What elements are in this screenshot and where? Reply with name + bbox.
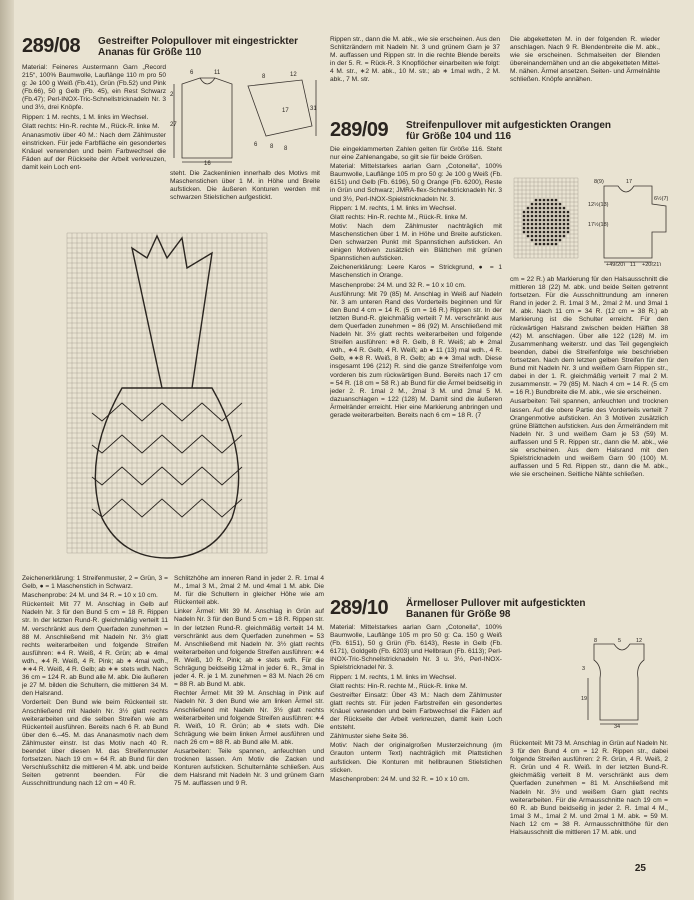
stitch-dot (523, 231, 526, 234)
stitch-dot (551, 231, 554, 234)
stitch-dot (523, 215, 526, 218)
stitch-dot (543, 211, 546, 214)
stitch-dot (531, 219, 534, 222)
stitch-dot (547, 243, 550, 246)
schematic-label: 12 (290, 72, 297, 78)
stitch-dot (555, 231, 558, 234)
pattern-number: 289/08 (22, 35, 81, 57)
stitch-dot (559, 239, 562, 242)
stitch-dot (547, 223, 550, 226)
stitch-dot (547, 235, 550, 238)
stitch-dot (551, 219, 554, 222)
back-text: Rückenteil: Mit 73 M. Anschlag in Grün auf Nadeln Nr. 3 für den Bund 4 cm = 12 R. Rippen str., dabei folgende Streifen ausführen: 2 R. Grün, 4 R. Weiß, 2 R. Grün und 4 R. Weiß. In der letzten Bund-R. gleichmäßig verteilt 8 M. verschränkt aus dem Querfaden zunehmen = 81 M. Anschließend mit Nadeln Nr. 3½ und weißem Garn glatt rechts weiterarbeiten. Für die Armausschnitte nach 19 cm = 60 R. ab Bund beidseitig in jeder 2. R. 1mal 4 M., 1mal 3 M., 1mal 2 M. und 2mal 1 M. abk. = 59 M. Nach 12 cm = 38 R. Armausschnitthöhe für den Halsausschnitt die mittleren 17 M. abk. und (510, 740, 668, 837)
stitch-dot (535, 235, 538, 238)
stitch-dot (531, 227, 534, 230)
section-289-10-header (330, 598, 660, 619)
stitch-dot (563, 235, 566, 238)
stitch-dot (535, 199, 538, 202)
stitch-dot (535, 207, 538, 210)
stitch-dot (547, 219, 550, 222)
stitch-dot (531, 239, 534, 242)
neckline-text: cm = 22 R.) ab Markierung für den Halsausschnitt die mittleren 18 (22) M. abk. und beide Seiten getrennt fortsetzen. Für die Ausschnittrundung am inneren Rand in jeder 2. R. 1mal 3 M., 2mal 2 M. und 3mal 1 M. abk. Nach 11 cm = 34 R. (12 cm = 38 R.) ab Markierung ist die Schulter erreicht. Für den rückwärtigen Halsrand zwischen beiden Hälften 38 (42) M. anschlagen. Über alle 122 (128) M. im Zusammenhang weiterstr. und das Teil gegengleich beenden, dabei die Streifenfolge wie beschrieben fortsetzen. Nach dem letzten gelben Streifen für den Bund mit Nadeln Nr. 3 und weißem Garn Rippen str., dabei in der 1. R. gleichmäßig verteilt 7 mal 2 M. zusammenstr. = 79 (85) M. Nach 4 cm = 14 R. (5 cm = 16 R.) Bundbreite die M. abk., wie sie erscheinen. (510, 276, 668, 397)
pattern-title (406, 598, 656, 620)
stitch-dot (539, 239, 542, 242)
rippen-text: Rippen: 1 M. rechts, 1 M. links im Wechsel. (330, 204, 457, 212)
pattern-title (406, 120, 656, 142)
stitch-dot (555, 203, 558, 206)
stitch-dot (543, 239, 546, 242)
stitch-dot (539, 203, 542, 206)
stitch-dot (563, 219, 566, 222)
stitch-dot (559, 227, 562, 230)
section-289-08-instructions-left (22, 575, 168, 875)
pineapple-chart (62, 228, 272, 568)
stitch-dot (531, 231, 534, 234)
stitch-dot (551, 227, 554, 230)
section-289-08-instructions-mid (174, 575, 324, 875)
stitch-dot (535, 239, 538, 242)
stitch-dot (543, 235, 546, 238)
size-note-text: Die eingeklammerten Zahlen gelten für Größe 116. Steht nur eine Zahlenangabe, so gilt sie für beide Größen. (330, 146, 502, 162)
stitch-dot (531, 207, 534, 210)
motif-continued-text: steht. Die Zackenlinien innerhalb des Motivs mit Maschenstichen über 1 M. in Höhe und Breite aufsticken. Die äußeren Konturen werden mit schwarzen Stielstichen aufgestickt. (170, 170, 320, 202)
gauge-text: Maschenproben: 24 M. und 32 R. = 10 x 10 cm. (330, 775, 470, 783)
motif-text: Ananasmotiv über 40 M.: Nach dem Zählmuster einstricken. Für jede Farbfläche ein gesondertes Knäuel verwenden und beim Farbwechsel die Fäden auf der Rückseite der Arbeit verkreuzen, damit kein Loch ent- (22, 131, 166, 172)
schematic-label: 8 (284, 146, 288, 152)
section-289-08-material (22, 64, 166, 216)
rippen-text: Rippen: 1 M. rechts, 1 M. links im Wechsel. (22, 113, 149, 121)
finishing-end-text: Die abgeketteten M. in der folgenden R. wieder anschlagen. Nach 9 R. Blendenbreite die M. abk., wie sie erscheinen. Schmalseiten der Blenden übereinandernähen und an die abgeketteten Mittel-M. nähen. Ärmel ansetzen. Seiten- und Ärmelnähte schließen. Knöpfe annähen. (510, 36, 660, 84)
stitch-dot (527, 227, 530, 230)
stitch-dot (543, 219, 546, 222)
schematic-label: +49(20) (606, 262, 626, 266)
stitch-dot (563, 211, 566, 214)
stitch-dot (555, 211, 558, 214)
stitch-dot (555, 207, 558, 210)
stitch-dot (547, 231, 550, 234)
stitch-dot (543, 199, 546, 202)
stitch-dot (543, 203, 546, 206)
section-289-09-instructions-right (510, 276, 668, 584)
orange-chart (512, 176, 582, 262)
stitch-dot (535, 223, 538, 226)
finishing-text: Ausarbeiten: Teile spannen, anfeuchten und trocknen lassen. Am Motiv die Zacken und Konturen aufsticken. Schulternähte schließen. Aus dem Halsrand mit Nadeln Nr. 3 und grünem Garn 75 M. auffassen und 9 R. (174, 747, 324, 788)
stitch-dot (539, 219, 542, 222)
stitch-dot (523, 219, 526, 222)
stitch-dot (539, 231, 542, 234)
stitch-dot (535, 231, 538, 234)
stitch-dot (543, 223, 546, 226)
schematic-label: 19 (581, 696, 588, 702)
section-289-10-schematic (580, 636, 660, 728)
stitch-dot (535, 243, 538, 246)
motif-text: Motiv: Nach der originalgroßen Musterzeichnung (im Grauton unterm Text) nachträglich mit Plattstichen aufsticken. Die Konturen mit hellbraunen Stielstichen sticken. (330, 742, 502, 774)
material-text: Material: Mittelstarkes aarlan Garn „Cotonella“, 100% Baumwolle, Lauflänge 105 m pro 50 g: Je 100 g Weiß (Fb. 6151) und Gelb (Fb. 6196), 50 g Orange (Fb. 6200), Reste in Grün und Schwarz; JMRA-flex-Schnellstricknadeln Nr. 3 und 3½, Perl-INOX-Spielstricknadeln Nr. 3. (330, 163, 502, 203)
stitch-dot (551, 203, 554, 206)
gauge-text: Maschenprobe: 24 M. und 32 R. = 10 x 10 cm. (330, 281, 466, 289)
stitch-dot (547, 239, 550, 242)
stitch-dot (543, 215, 546, 218)
section-289-09-header (330, 120, 660, 141)
stitch-dot (551, 235, 554, 238)
schematic-label: 6 (254, 142, 258, 148)
stitch-dot (563, 227, 566, 230)
schematic-label: 17½(18) (588, 222, 609, 228)
pattern-number: 289/10 (330, 597, 389, 619)
schematic-label: 12 (636, 638, 643, 644)
stitch-dot (527, 211, 530, 214)
glatt-text: Glatt rechts: Hin-R. rechte M., Rück-R. linke M. (330, 213, 468, 221)
schematic-label: 17 (626, 179, 633, 185)
stitch-dot (523, 223, 526, 226)
section-289-09-schematic (586, 176, 670, 266)
stitch-dot (531, 235, 534, 238)
schematic-label: 8(9) (594, 179, 604, 185)
schematic-label: 2 (170, 92, 174, 98)
stitch-dot (563, 207, 566, 210)
schematic-label: 16 (204, 161, 211, 166)
section-289-10-instructions-right (510, 740, 668, 880)
glatt-text: Glatt rechts: Hin-R. rechte M., Rück-R. linke M. (22, 122, 160, 130)
stitch-dot (527, 207, 530, 210)
back-text: Rückenteil: Mit 77 M. Anschlag in Gelb auf Nadeln Nr. 3 für den Bund 5 cm = 18 R. Rippen str. In der letzten Rund-R. gleichmäßig verteilt 11 M. verschränkt aus dem Querfaden zunehmen = 88 M. Anschließend mit Nadeln Nr. 3½ glatt rechts weiterarbeiten und folgende Streifen ausführen: ∗4 R. Weiß, 4 R. Grün; ab ∗ 4mal wdh., ∗4 R. Weiß, 4 R. Pink; ab ∗ 4mal wdh., ∗∗4 R. Weiß, 4 R. Gelb; ab ∗∗ stets wdh. Nach 36 cm = 124 R. ab Bund alle M. abk. Die äußeren je 27 M. bilden die Schultern, die mittleren 34 M. den Halsrand. (22, 601, 168, 698)
stitch-dot (567, 231, 570, 234)
stitch-dot (559, 231, 562, 234)
pattern-title-line1: Streifenpullover mit aufgestickten Orangen (406, 120, 612, 131)
stitch-dot (543, 227, 546, 230)
schematic-label: 8 (270, 144, 274, 150)
stitch-dot (527, 223, 530, 226)
stitch-dot (535, 227, 538, 230)
stitch-dot (547, 203, 550, 206)
section-289-10-instructions (330, 624, 502, 882)
stitch-dot (547, 215, 550, 218)
stitch-dot (555, 223, 558, 226)
slit-text: Schlitzhöhe am inneren Rand in jeder 2. R. 1mal 4 M., 1mal 3 M., 2mal 2 M. und 4mal 1 M. abk. Die M. für die Schultern in gleicher Höhe wie am Rückenteil abk. (174, 575, 324, 607)
chart-grid (67, 233, 267, 553)
stitch-dot (547, 207, 550, 210)
stitch-dot (555, 215, 558, 218)
stitch-dot (543, 243, 546, 246)
stitch-dot (531, 211, 534, 214)
schematic-label: 27 (170, 122, 177, 128)
finishing-text: Ausarbeiten: Teil spannen, anfeuchten und trocknen lassen. Auf die obere Partie des Vorderteils verteilt 7 Orangenmotive aufsticken. An 3 Motiven zusätzlich grüne Blättchen aufsticken. Aus den Ärmelrändern mit Nadeln Nr. 3 und weißem Garn je 53 (59) M. auffassen und 5 R. Rippen str., dann die M. abk., wie sie erscheinen. Aus dem Halsrand mit den Spielstricknadeln und weißem Garn 90 (100) M. auffassen und 5 Rd. Rippen str., dann die M. abk., wie sie erscheinen. Seitliche Nähte schließen. (510, 398, 668, 479)
section-289-08-continued (330, 36, 500, 100)
stitch-dot (527, 231, 530, 234)
stitch-dot (559, 207, 562, 210)
chart-reference-text: Zählmuster siehe Seite 36. (330, 733, 409, 741)
material-text: Material: Feineres Austermann Garn „Record 215“, 100% Baumwolle, Lauflänge 110 m pro 50 g: Je 100 g Weiß (Fb.41), Grün (Fb.52) und Pink (Fb.66), 50 g Gelb (Fb. 45), ein Rest Schwarz (Fb.47); Perl-INOX-Tric-Schnellstricknadeln Nr. 3 und 3½, drei Knöpfe. (22, 64, 166, 112)
stitch-dot (567, 223, 570, 226)
stitch-dot (551, 239, 554, 242)
stitch-dot (555, 239, 558, 242)
schematic-label: 11 (214, 70, 221, 76)
stitch-dot (523, 211, 526, 214)
pattern-title (98, 36, 338, 58)
schematic-label: 12½(13) (588, 202, 609, 208)
left-sleeve-text: Linker Ärmel: Mit 39 M. Anschlag in Grün auf Nadeln Nr. 3 für den Bund 5 cm = 18 R. Rippen str. In der letzten Rund-R. gleichmäßig verteilt 14 M. verschränkt aus dem Querfaden zunehmen = 53 M. Anschließend mit Nadeln Nr. 3½ glatt rechts weiterarbeiten und folgende Streifen ausführen: ∗4 R. Weiß, 10 R. Pink; ab ∗ stets wdh. Für die Schrägung beidseitig 12mal in jeder 6. R., 3mal in jeder 4. R. je 1 M. zunehmen = 83 M. Nach 26 cm = 88 R. ab Bund M. abk. (174, 608, 324, 689)
schematic-label: 3 (582, 666, 586, 672)
stitch-dot (551, 215, 554, 218)
stitch-dot (555, 199, 558, 202)
stitch-dot (539, 235, 542, 238)
neck-band-text: Rippen str., dann die M. abk., wie sie erscheinen. Aus den Schlitzrändern mit Nadeln Nr. 3 und grünem Garn je 37 M. auffassen und Rippen str. In die rechte Blende bereits in der 5. R. = Rück-R. 3 Knopflöcher einarbeiten wie folgt: 4 M. str., ∗2 M. abk., 10 M. str.; ab ∗ 1mal wdh., 2 M. abk., 7 M. str. (330, 36, 500, 84)
front-text: Vorderteil: Den Bund wie beim Rückenteil str. Anschließend mit Nadeln Nr. 3½ glatt rechts weiterarbeiten und die selben Streifen wie am Rückenteil ausführen. Bereits nach 6 R. ab Bund über den 6.–45. M. das Ananasmotiv nach dem Zählmuster einstr. Ist das Motiv nach 40 R. beendet über diesen M. das Streifenmuster fortsetzen. Nach 19 cm = 64 R. ab Bund für den Verschlußschlitz die mittleren 4 M. abk. und beide Seiten getrennt beenden. Für die Ausschnittrundung nach 12 cm = 40 R. (22, 699, 168, 788)
stitch-dot (535, 219, 538, 222)
schematic-label: 31 (310, 106, 317, 112)
pattern-title-line2: Ananas für Größe 110 (98, 47, 202, 58)
pattern-title-line2: Bananen für Größe 98 (406, 609, 511, 620)
schematic-label: 8 (262, 74, 266, 80)
pattern-number: 289/09 (330, 119, 389, 141)
stitch-dot (559, 235, 562, 238)
stitch-dot (531, 203, 534, 206)
stitch-dot (547, 199, 550, 202)
stitch-dot (567, 219, 570, 222)
stitch-dot (551, 199, 554, 202)
stitch-dot (543, 207, 546, 210)
schematic-label: 11 (630, 262, 636, 266)
stitch-dot (535, 215, 538, 218)
pattern-title-line1: Gestreifter Polopullover mit eingestrickter (98, 36, 299, 47)
stitch-dot (551, 207, 554, 210)
stitch-dot (567, 211, 570, 214)
stitch-dot (551, 211, 554, 214)
stitch-dot (539, 199, 542, 202)
stitch-dot (547, 211, 550, 214)
schematic-label: +20(21) (642, 262, 662, 266)
stitch-dot (539, 223, 542, 226)
chart-grid (514, 178, 578, 258)
execution-text: Ausführung: Mit 79 (85) M. Anschlag in Weiß auf Nadeln Nr. 3 am unteren Rand des Vorderteils beginnen und für den Bund 4 cm = 14 R. (5 cm = 16 R.) Rippen str. In der letzten Bund-R. gleichmäßig verteilt 7 M. verschränkt aus dem Querfaden zunehmen = 86 (92) M. Anschließend mit Nadeln Nr. 3½ glatt rechts weiterarbeiten und folgende Streifen ausführen: ∗8 R. Gelb, 8 R. Weiß; ab ∗ 2mal wdh., ∗4 R. Gelb, 4 R. Weiß; ab ● 11 (13) mal wdh., 4 R. Gelb, ∗∗8 R. Weiß, 8 R. Gelb; ab ∗∗ 3mal wdh. Diese insgesamt 196 (212) R. sind die ganze Streifenfolge vom vorderen bis zum rückwärtigen Bund. Bereits nach 17 cm = 54 R. (18 cm = 58 R.) ab Bund für die Ärmel beidseitig in jeder 2. R. 1mal 2 M., 2mal 3 M. und 2mal 5 M. dazuanschlagen = 122 (128) M. Damit sind die äußeren Ärmelränder erreicht. Hier eine Markierung anbringen und gerade weiterarbeiten. Bereits nach 6 cm = 18 R. (7 (330, 290, 502, 419)
rippen-text: Rippen: 1 M. rechts, 1 M. links im Wechsel. (330, 673, 457, 681)
stitch-dot (539, 215, 542, 218)
pattern-title-line1: Ärmelloser Pullover mit aufgestickten (406, 598, 586, 609)
stitch-dot (543, 231, 546, 234)
stitch-dot (555, 243, 558, 246)
stitch-dot (539, 207, 542, 210)
stitch-dot (539, 243, 542, 246)
stripe-insert-text: Gestreifter Einsatz: Über 43 M.: Nach dem Zählmuster glatt rechts str. Für jeden Farbstreifen ein gesondertes Knäuel verwenden und beim Farbwechsel die Fäden auf der Rückseite der Arbeit verkreuzen, damit kein Loch entsteht. (330, 691, 502, 732)
legend-text: Zeichenerklärung: 1 Streifenmuster, 2 = Grün, 3 = Gelb, ● = 1 Maschenstich in Schwarz. (22, 575, 168, 591)
schematic-label: 34 (614, 724, 621, 728)
stitch-dot (531, 215, 534, 218)
right-sleeve-text: Rechter Ärmel: Mit 39 M. Anschlag in Pink auf Nadeln Nr. 3 den Bund wie am linken Ärmel str. Anschließend mit Nadeln Nr. 3½ glatt rechts weiterarbeiten und folgende Streifen ausführen: ∗4 R. Weiß, 10 R. Grün; ab ∗ stets wdh. Die Schrägung wie beim linken Ärmel ausführen und nach 26 cm = 88 R. ab Bund alle M. abk. (174, 690, 324, 746)
stitch-dot (555, 235, 558, 238)
page-number: 25 (634, 863, 646, 874)
section-289-08-schematic (170, 66, 320, 166)
stitch-dot (551, 243, 554, 246)
section-289-09-instructions (330, 146, 502, 586)
pattern-title-line2: für Größe 104 und 116 (406, 131, 512, 142)
schematic-label: 5 (618, 638, 622, 644)
glatt-text: Glatt rechts: Hin-R. rechte M., Rück-R. linke M. (330, 682, 468, 690)
stitch-dot (527, 219, 530, 222)
stitch-dot (527, 235, 530, 238)
section-289-08-end (510, 36, 660, 100)
stitch-dot (535, 211, 538, 214)
stitch-dot (555, 227, 558, 230)
stitch-dot (563, 231, 566, 234)
stitch-dot (559, 211, 562, 214)
schematic-label: 17 (282, 108, 289, 114)
material-text: Material: Mittelstarkes aarlan Garn „Cotonella“, 100% Baumwolle, Lauflänge 105 m pro 50 g: Ca. 150 g Weiß (Fb. 6151), 50 g Grün (Fb. 6143), Reste in Gelb (Fb. 6171), Goldgelb (Fb. 6203) und Hellbraun (Fb. 6113); Perl-INOX-Tric-Schnellstricknadeln Nr. 3 u. 3½, Perl-INOX-Spielstricknadel Nr. 3. (330, 624, 502, 672)
schematic-label: 8 (594, 638, 598, 644)
stitch-dot (567, 215, 570, 218)
page-binding-edge (0, 0, 14, 900)
stitch-dot (559, 215, 562, 218)
schematic-label: 6 (190, 70, 194, 76)
schematic-label: 6½(7) (654, 196, 669, 202)
stitch-dot (535, 203, 538, 206)
section-289-08-motif-continued (170, 170, 320, 220)
stitch-dot (559, 223, 562, 226)
legend-text: Zeichenerklärung: Leere Karos = Strickgrund, ● = 1 Maschenstich in Orange. (330, 264, 502, 280)
stitch-dot (523, 227, 526, 230)
stitch-dot (555, 219, 558, 222)
stitch-dot (559, 203, 562, 206)
stitch-dot (563, 223, 566, 226)
stitch-dot (531, 223, 534, 226)
gauge-text: Maschenprobe: 24 M. und 34 R. = 10 x 10 cm. (22, 592, 158, 600)
stitch-dot (539, 227, 542, 230)
stitch-dot (563, 215, 566, 218)
stitch-dot (527, 215, 530, 218)
motif-text: Motiv: Nach dem Zählmuster nachträglich mit Maschenstichen über 1 M. in Höhe und Breite aufsticken. Den schwarzen Punkt mit Spannstichen aufsticken. An einigen Motiven zusätzlich ein Blättchen mit grünen Spannstichen aufsticken. (330, 222, 502, 263)
stitch-dot (551, 223, 554, 226)
stitch-dot (539, 211, 542, 214)
stitch-dot (559, 219, 562, 222)
section-289-08-header (22, 36, 332, 57)
stitch-dot (547, 227, 550, 230)
stitch-dot (567, 227, 570, 230)
